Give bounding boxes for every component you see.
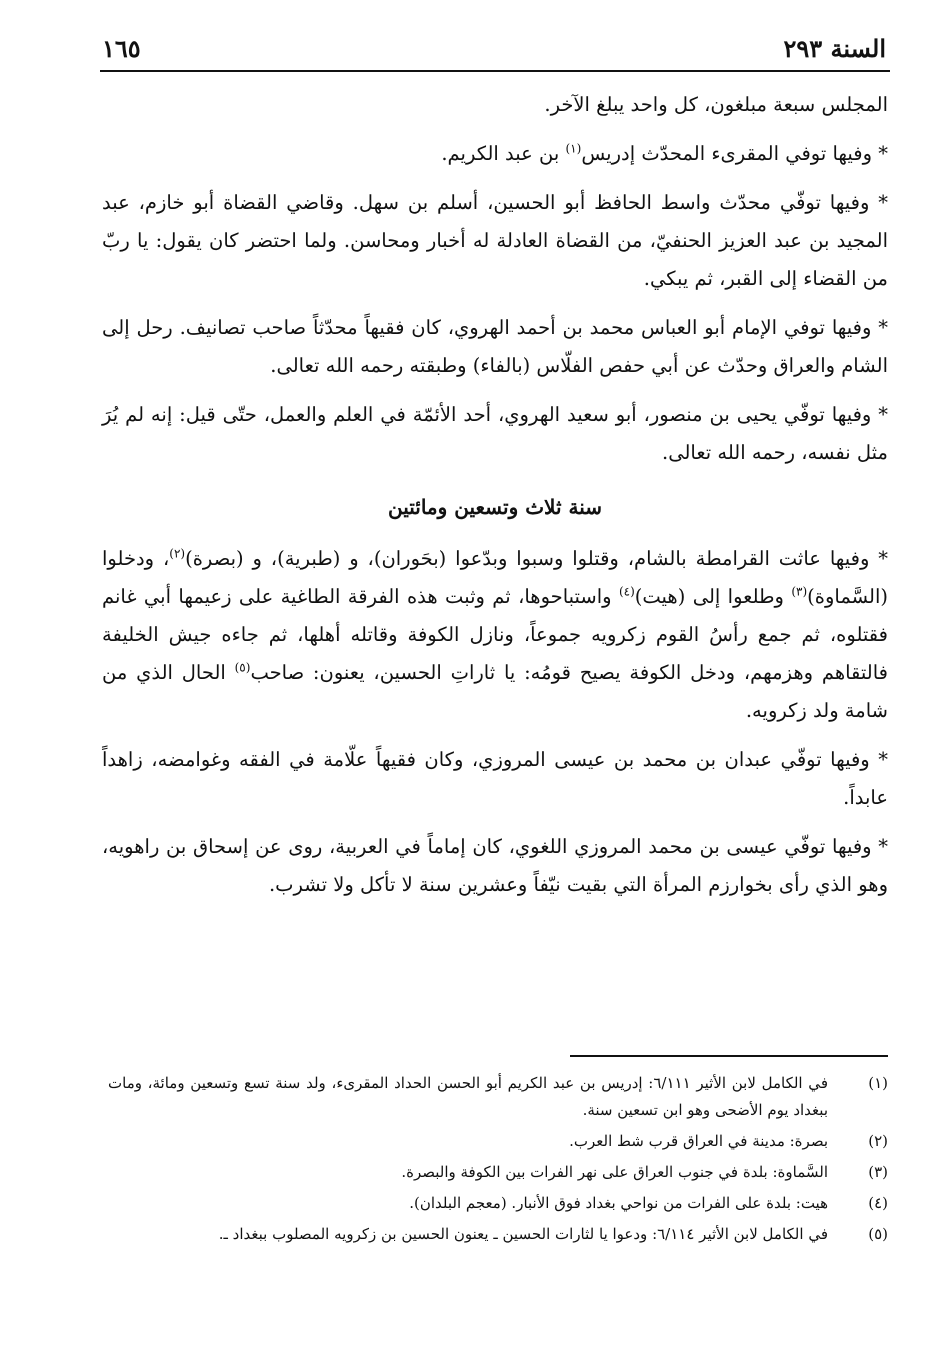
footnote-separator	[570, 1055, 888, 1057]
paragraph-text: وطلعوا إلى (هيت)	[634, 585, 792, 608]
paragraph-text: الحال الذي من شامة ولد زكرويه.	[102, 661, 888, 722]
footnote-text: في الكامل لابن الأثير ٦/١١١: إدريس بن عبد الكريم أبو الحسن الحداد المقرىء، ولد سنة تسع وتسعين ومائة، ومات ببغداد يوم الأضحى وهو ابن تسعين سنة.	[108, 1074, 828, 1119]
paragraph: المجلس سبعة مبلغون، كل واحد يبلغ الآخر.	[544, 93, 888, 116]
footnote-number: (٤)	[868, 1194, 888, 1212]
paragraph: * وفيها توفّي عيسى بن محمد المروزي اللغوي، كان إماماً في العربية، روى عن إسحاق بن راهويه، وهو الذي رأى بخوارزم المرأة التي بقيت نيّفاً وعشرين سنة لا تأكل ولا تشرب.	[102, 835, 888, 896]
footnote	[108, 1070, 888, 1124]
paragraph-text: * وفيها توفي المقرىء المحدّث إدريس	[581, 142, 888, 165]
footnote-text: بصرة: مدينة في العراق قرب شط العرب.	[569, 1132, 828, 1150]
paragraph: * وفيها توفّي يحيى بن منصور، أبو سعيد الهروي، أحد الأئمّة في العلم والعمل، حتّى قيل: إنه لم يُرَ مثل نفسه، رحمه الله تعالى.	[102, 403, 888, 464]
footnote-ref: (٣)	[791, 584, 808, 599]
footnote-text: في الكامل لابن الأثير ٦/١١٤: ودعوا يا لثارات الحسين ـ يعنون الحسين بن زكرويه المصلوب ببغداد ـ.	[218, 1225, 828, 1243]
paragraph-text: بن عبد الكريم.	[441, 142, 566, 165]
footnote-ref: (١)	[565, 141, 582, 156]
footnote	[108, 1221, 888, 1248]
footnote-number: (٣)	[868, 1163, 888, 1181]
main-text	[102, 86, 888, 915]
paragraph: * وفيها توفّي عبدان بن محمد بن عيسى المروزي، وكان فقيهاً علّامة في الفقه وغوامضه، زاهداً عابداً.	[102, 748, 888, 809]
paragraph-text: ، ودخلوا (السَّماوة)	[102, 547, 888, 608]
paragraph-text: واستباحوها، ثم وثبت هذه الفرقة الطاغية على زعيمها أبي غانم فقتلوه، ثم جمع رأسُ القوم زكرويه جموعاً، ونازل الكوفة وقاتله أهلها، ثم جاءه جيش الخليفة فالتقاهم وهزمهم، ودخل الكوفة يصيح قومُه: يا ثاراتِ الحسين، يعنون: صاحب	[102, 585, 888, 684]
paragraph-qaramita	[102, 540, 888, 730]
paragraph-idris	[102, 135, 888, 173]
footnotes	[108, 1070, 888, 1252]
footnote-ref: (٤)	[618, 584, 635, 599]
footnote-number: (٢)	[868, 1132, 888, 1150]
footnote-ref: (٥)	[234, 660, 251, 675]
footnote-ref: (٢)	[169, 546, 186, 561]
footnote-number: (١)	[868, 1074, 888, 1092]
page-number: ١٦٥	[102, 34, 141, 63]
section-title: سنة ثلاث وتسعين ومائتين	[387, 495, 603, 519]
footnote	[108, 1190, 888, 1217]
running-header	[100, 30, 890, 72]
paragraph: * وفيها توفّي محدّث واسط الحافظ أبو الحسين، أسلم بن سهل. وقاضي القضاة أبو خازم، عبد المجيد بن عبد العزيز الحنفيّ، من القضاة العادلة له أخبار ومحاسن. ولما احتضر كان يقول: يا ربّ من القضاء إلى القبر، ثم يبكي.	[102, 191, 888, 290]
paragraph-text: * وفيها عاثت القرامطة بالشام، وقتلوا وسبوا وبدّعوا (بحَوران)، و (طبرية)، و (بصرة)	[185, 547, 888, 570]
paragraph: * وفيها توفي الإمام أبو العباس محمد بن أحمد الهروي، كان فقيهاً محدّثاً صاحب تصانيف. رحل إلى الشام والعراق وحدّث عن أبي حفص الفلّاس (بالفاء) وطبقته رحمه الله تعالى.	[102, 316, 888, 377]
footnote-number: (٥)	[868, 1225, 888, 1243]
header-title: السنة ٢٩٣	[783, 34, 886, 63]
footnote	[108, 1159, 888, 1186]
footnote	[108, 1128, 888, 1155]
footnote-text: هيت: بلدة على الفرات من نواحي بغداد فوق الأنبار. (معجم البلدان).	[409, 1194, 828, 1212]
footnote-text: السَّماوة: بلدة في جنوب العراق على نهر الفرات بين الكوفة والبصرة.	[401, 1163, 828, 1181]
